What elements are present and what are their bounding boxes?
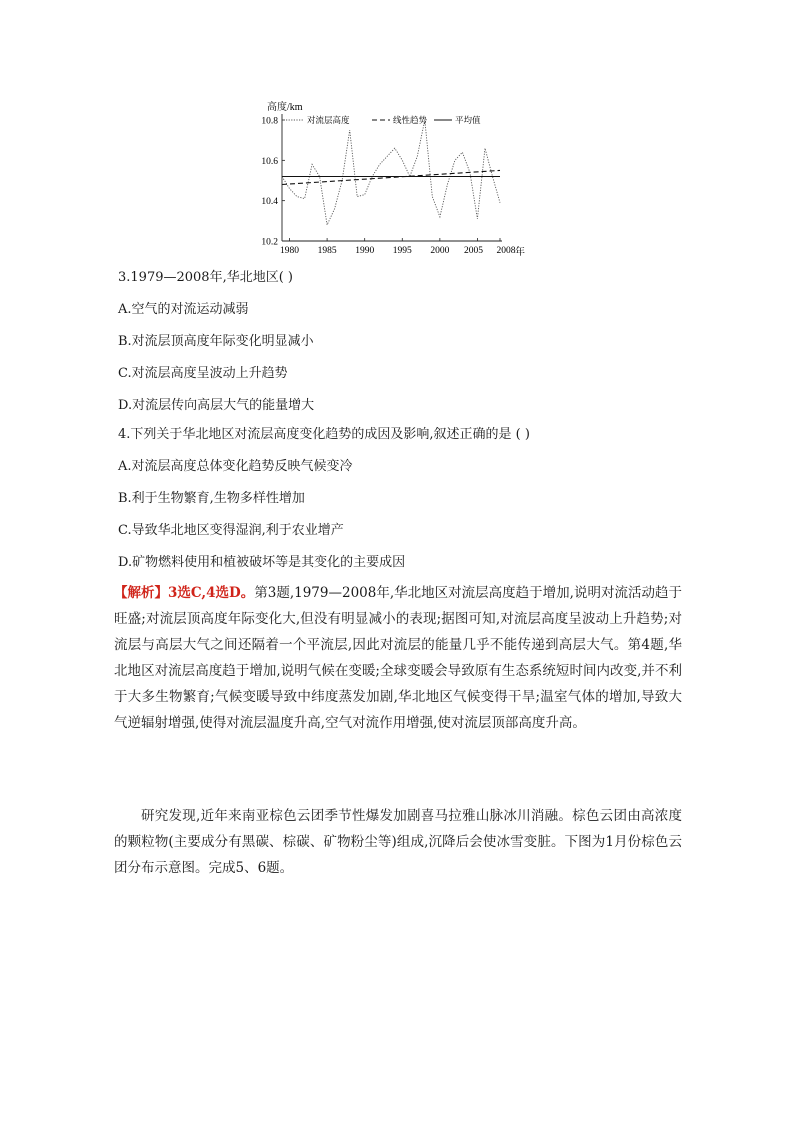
- q3-option-c: C.对流层高度呈波动上升趋势: [118, 366, 288, 381]
- q4-option-a: A.对流层高度总体变化趋势反映气候变冷: [118, 459, 353, 474]
- linear-trend-line: [282, 170, 500, 184]
- x-tick-label: 1980: [280, 246, 300, 256]
- troposphere-height-chart: [250, 96, 540, 261]
- x-tick-label: 1990: [355, 246, 375, 256]
- y-tick-label: 10.2: [261, 237, 278, 248]
- x-tick-label: 2005: [463, 246, 483, 256]
- legend-label: 平均值: [455, 115, 481, 125]
- analysis-block: [114, 580, 682, 736]
- legend-label: 线性趋势: [393, 115, 428, 125]
- x-tick-label: 1995: [392, 246, 412, 256]
- y-tick-label: 10.4: [261, 197, 278, 208]
- analysis-text: 第3题,1979—2008年,华北地区对流层高度趋于增加,说明对流活动趋于旺盛;对流层顶高度年际变化大,但没有明显减小的表现;据图可知,对流层高度呈波动上升趋势;对流层与高层大气之间还隔着一个平流层,因此对流层的能量几乎不能传递到高层大气。第4题,华北地区对流层高度趋于增加,说明气候在变暖;全球变暖会导致原有生态系统短时间内改变,并不利于大多生物繁育;气候变暖导致中纬度蒸发加剧,华北地区气候变得干旱;温室气体的增加,导致大气逆辐射增强,使得对流层温度升高,空气对流作用增强,使对流层顶部高度升高。: [114, 585, 682, 731]
- x-tick-label: 2008: [496, 246, 516, 256]
- q3-option-b: B.对流层顶高度年际变化明显减小: [118, 334, 314, 349]
- q3-option-a: A.空气的对流运动减弱: [118, 302, 249, 317]
- analysis-answer: 3选C,4选D。: [168, 585, 255, 601]
- analysis-tag: 【解析】: [114, 585, 169, 601]
- y-tick-label: 10.8: [261, 116, 278, 127]
- x-tick-label: 1985: [317, 246, 337, 256]
- x-tick-label: 2000: [430, 246, 450, 256]
- q3-option-d: D.对流层传向高层大气的能量增大: [118, 398, 315, 413]
- y-axis-label: 高度/km: [267, 102, 303, 113]
- q4-option-c: C.导致华北地区变得湿润,利于农业增产: [118, 523, 344, 538]
- q4-stem: 4.下列关于华北地区对流层高度变化趋势的成因及影响,叙述正确的是 ( ): [118, 427, 530, 442]
- q4-option-d: D.矿物燃料使用和植被破坏等是其变化的主要成因: [118, 555, 406, 570]
- q3-stem: 3.1979—2008年,华北地区( ): [118, 270, 293, 285]
- y-tick-label: 10.6: [261, 156, 278, 167]
- legend-label: 对流层高度: [307, 115, 350, 125]
- x-axis-unit: 年: [515, 247, 525, 258]
- intro-paragraph: 研究发现,近年来南亚棕色云团季节性爆发加剧喜马拉雅山脉冰川消融。棕色云团由高浓度的颗粒物(主要成分有黑碳、棕碳、矿物粉尘等)组成,沉降后会使冰雪变脏。下图为1月份棕色云团分布示意图。完成5、6题。: [114, 808, 682, 876]
- q4-option-b: B.利于生物繁育,生物多样性增加: [118, 491, 305, 506]
